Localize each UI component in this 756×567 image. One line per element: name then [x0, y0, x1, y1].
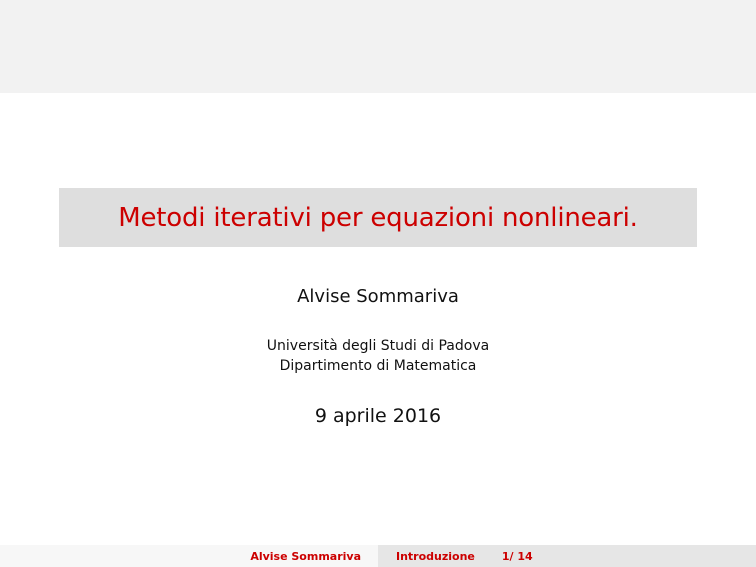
institute-university: Università degli Studi di Padova [266, 338, 490, 354]
footer-bar [0, 545, 756, 567]
institute-department: Dipartimento di Matematica [279, 358, 477, 374]
footer-author[interactable]: Alvise Sommariva [250, 549, 361, 563]
footer-left [0, 545, 378, 567]
slide-title: Metodi iterativi per equazioni nonlineari. [118, 202, 638, 233]
header-band [0, 0, 756, 93]
footer-section[interactable]: Introduzione [396, 549, 475, 563]
institute [0, 336, 756, 376]
footer-page-number: 1/ 14 [501, 549, 533, 563]
presentation-date: 9 aprile 2016 [314, 405, 442, 427]
title-box [59, 188, 697, 247]
author-name: Alvise Sommariva [297, 286, 459, 307]
footer-right [378, 545, 756, 567]
